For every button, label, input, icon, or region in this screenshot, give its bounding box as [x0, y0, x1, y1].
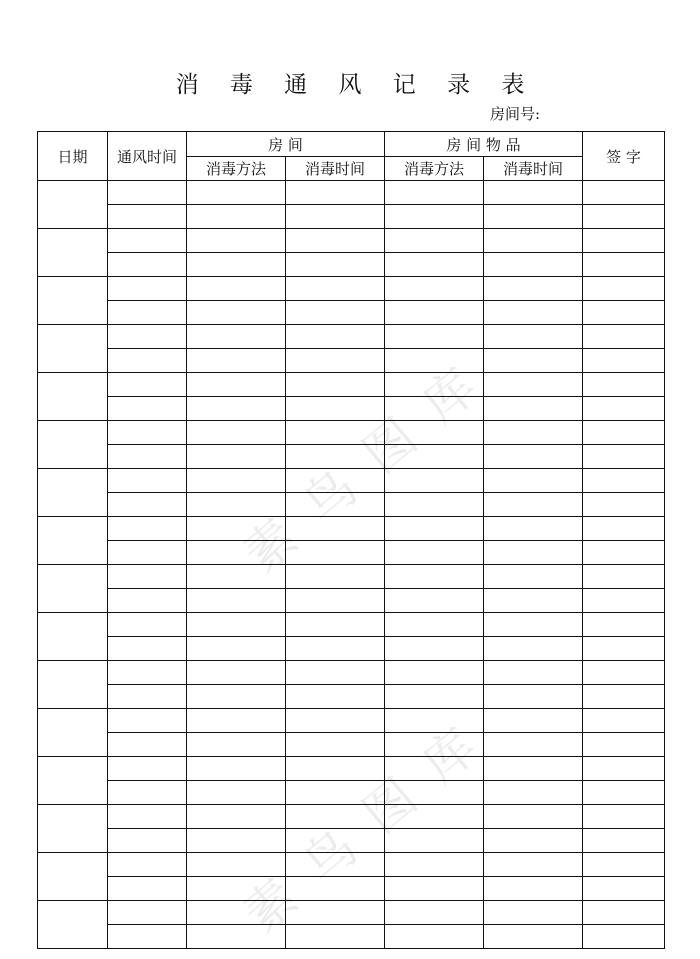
ventilation-time-cell[interactable] — [108, 277, 187, 301]
table-row — [38, 181, 665, 205]
signature-cell[interactable] — [583, 661, 665, 685]
items-method-cell[interactable] — [385, 613, 484, 637]
items-time-cell[interactable] — [484, 181, 583, 205]
room-time-cell[interactable] — [286, 349, 385, 373]
watermark: 素 鸟 图 库 — [232, 353, 493, 585]
date-cell[interactable] — [38, 229, 108, 277]
table-row — [38, 901, 665, 925]
items-time-cell[interactable] — [484, 469, 583, 493]
ventilation-time-cell[interactable] — [108, 829, 187, 853]
ventilation-time-cell[interactable] — [108, 805, 187, 829]
table-row — [38, 469, 665, 493]
ventilation-time-cell[interactable] — [108, 445, 187, 469]
items-method-cell[interactable] — [385, 853, 484, 877]
table-row — [38, 277, 665, 301]
table-row — [38, 373, 665, 397]
signature-cell[interactable] — [583, 565, 665, 589]
room-time-cell[interactable] — [286, 253, 385, 277]
signature-cell[interactable] — [583, 205, 665, 229]
date-cell[interactable] — [38, 565, 108, 613]
items-method-cell[interactable] — [385, 733, 484, 757]
room-number-label: 房间号: — [490, 105, 541, 123]
signature-cell[interactable] — [583, 445, 665, 469]
room-time-cell[interactable] — [286, 229, 385, 253]
room-time-cell[interactable] — [286, 829, 385, 853]
ventilation-time-cell[interactable] — [108, 349, 187, 373]
signature-cell[interactable] — [583, 541, 665, 565]
items-method-cell[interactable] — [385, 445, 484, 469]
date-cell[interactable] — [38, 901, 108, 949]
signature-cell[interactable] — [583, 709, 665, 733]
items-method-cell[interactable] — [385, 637, 484, 661]
room-method-cell[interactable] — [187, 613, 286, 637]
signature-cell[interactable] — [583, 277, 665, 301]
signature-cell[interactable] — [583, 253, 665, 277]
table-row — [38, 877, 665, 901]
room-method-cell[interactable] — [187, 325, 286, 349]
header-ventilation-time: 通风时间 — [108, 132, 187, 181]
items-method-cell[interactable] — [385, 925, 484, 949]
items-time-cell[interactable] — [484, 805, 583, 829]
ventilation-time-cell[interactable] — [108, 205, 187, 229]
table-row — [38, 685, 665, 709]
date-cell[interactable] — [38, 853, 108, 901]
ventilation-time-cell[interactable] — [108, 661, 187, 685]
room-method-cell[interactable] — [187, 709, 286, 733]
signature-cell[interactable] — [583, 421, 665, 445]
room-time-cell[interactable] — [286, 517, 385, 541]
ventilation-time-cell[interactable] — [108, 637, 187, 661]
items-method-cell[interactable] — [385, 901, 484, 925]
items-time-cell[interactable] — [484, 709, 583, 733]
signature-cell[interactable] — [583, 901, 665, 925]
room-time-cell[interactable] — [286, 493, 385, 517]
ventilation-time-cell[interactable] — [108, 373, 187, 397]
room-method-cell[interactable] — [187, 469, 286, 493]
date-cell[interactable] — [38, 325, 108, 373]
room-time-cell[interactable] — [286, 805, 385, 829]
header-room: 房 间 — [187, 132, 385, 157]
date-cell[interactable] — [38, 181, 108, 229]
items-time-cell[interactable] — [484, 877, 583, 901]
items-method-cell[interactable] — [385, 781, 484, 805]
signature-cell[interactable] — [583, 805, 665, 829]
header-items-method: 消毒方法 — [385, 157, 484, 181]
items-time-cell[interactable] — [484, 349, 583, 373]
items-time-cell[interactable] — [484, 253, 583, 277]
room-time-cell[interactable] — [286, 373, 385, 397]
room-method-cell[interactable] — [187, 757, 286, 781]
items-method-cell[interactable] — [385, 205, 484, 229]
items-time-cell[interactable] — [484, 205, 583, 229]
room-method-cell[interactable] — [187, 301, 286, 325]
table-row — [38, 493, 665, 517]
signature-cell[interactable] — [583, 613, 665, 637]
items-time-cell[interactable] — [484, 517, 583, 541]
room-time-cell[interactable] — [286, 901, 385, 925]
room-time-cell[interactable] — [286, 397, 385, 421]
items-time-cell[interactable] — [484, 493, 583, 517]
signature-cell[interactable] — [583, 493, 665, 517]
room-time-cell[interactable] — [286, 565, 385, 589]
room-method-cell[interactable] — [187, 877, 286, 901]
room-time-cell[interactable] — [286, 757, 385, 781]
ventilation-time-cell[interactable] — [108, 421, 187, 445]
log-body — [38, 181, 665, 949]
table-row — [38, 637, 665, 661]
signature-cell[interactable] — [583, 781, 665, 805]
ventilation-time-cell[interactable] — [108, 709, 187, 733]
table-row — [38, 661, 665, 685]
room-time-cell[interactable] — [286, 445, 385, 469]
ventilation-time-cell[interactable] — [108, 565, 187, 589]
ventilation-time-cell[interactable] — [108, 877, 187, 901]
table-row — [38, 205, 665, 229]
table-row — [38, 829, 665, 853]
signature-cell[interactable] — [583, 853, 665, 877]
items-method-cell[interactable] — [385, 373, 484, 397]
signature-cell[interactable] — [583, 589, 665, 613]
room-method-cell[interactable] — [187, 685, 286, 709]
items-time-cell[interactable] — [484, 661, 583, 685]
ventilation-time-cell[interactable] — [108, 541, 187, 565]
room-method-cell[interactable] — [187, 517, 286, 541]
room-method-cell[interactable] — [187, 445, 286, 469]
room-time-cell[interactable] — [286, 541, 385, 565]
items-method-cell[interactable] — [385, 229, 484, 253]
items-time-cell[interactable] — [484, 565, 583, 589]
items-time-cell[interactable] — [484, 301, 583, 325]
signature-cell[interactable] — [583, 397, 665, 421]
room-method-cell[interactable] — [187, 181, 286, 205]
room-method-cell[interactable] — [187, 637, 286, 661]
items-method-cell[interactable] — [385, 181, 484, 205]
items-method-cell[interactable] — [385, 253, 484, 277]
items-method-cell[interactable] — [385, 829, 484, 853]
header-date: 日期 — [38, 132, 108, 181]
room-time-cell[interactable] — [286, 301, 385, 325]
room-method-cell[interactable] — [187, 397, 286, 421]
room-time-cell[interactable] — [286, 685, 385, 709]
ventilation-time-cell[interactable] — [108, 781, 187, 805]
items-time-cell[interactable] — [484, 925, 583, 949]
table-row — [38, 325, 665, 349]
room-time-cell[interactable] — [286, 613, 385, 637]
items-method-cell[interactable] — [385, 397, 484, 421]
table-row — [38, 805, 665, 829]
header-signature: 签 字 — [583, 132, 665, 181]
room-method-cell[interactable] — [187, 589, 286, 613]
ventilation-time-cell[interactable] — [108, 853, 187, 877]
signature-cell[interactable] — [583, 301, 665, 325]
room-method-cell[interactable] — [187, 925, 286, 949]
table-row — [38, 709, 665, 733]
room-time-cell[interactable] — [286, 469, 385, 493]
table-row — [38, 589, 665, 613]
ventilation-time-cell[interactable] — [108, 901, 187, 925]
ventilation-log-table — [37, 131, 665, 949]
table-row — [38, 253, 665, 277]
items-time-cell[interactable] — [484, 829, 583, 853]
ventilation-time-cell[interactable] — [108, 925, 187, 949]
items-time-cell[interactable] — [484, 229, 583, 253]
date-cell[interactable] — [38, 421, 108, 469]
items-time-cell[interactable] — [484, 445, 583, 469]
signature-cell[interactable] — [583, 325, 665, 349]
items-method-cell[interactable] — [385, 493, 484, 517]
room-time-cell[interactable] — [286, 181, 385, 205]
table-row — [38, 397, 665, 421]
room-time-cell[interactable] — [286, 205, 385, 229]
ventilation-time-cell[interactable] — [108, 733, 187, 757]
signature-cell[interactable] — [583, 181, 665, 205]
items-method-cell[interactable] — [385, 661, 484, 685]
ventilation-time-cell[interactable] — [108, 493, 187, 517]
date-cell[interactable] — [38, 469, 108, 517]
signature-cell[interactable] — [583, 925, 665, 949]
room-time-cell[interactable] — [286, 853, 385, 877]
items-time-cell[interactable] — [484, 733, 583, 757]
items-method-cell[interactable] — [385, 709, 484, 733]
ventilation-time-cell[interactable] — [108, 517, 187, 541]
items-method-cell[interactable] — [385, 565, 484, 589]
header-room-items: 房 间 物 品 — [385, 132, 583, 157]
signature-cell[interactable] — [583, 373, 665, 397]
signature-cell[interactable] — [583, 757, 665, 781]
ventilation-time-cell[interactable] — [108, 469, 187, 493]
items-method-cell[interactable] — [385, 301, 484, 325]
room-method-cell[interactable] — [187, 253, 286, 277]
ventilation-time-cell[interactable] — [108, 757, 187, 781]
date-cell[interactable] — [38, 373, 108, 421]
room-method-cell[interactable] — [187, 661, 286, 685]
table-row — [38, 541, 665, 565]
items-method-cell[interactable] — [385, 805, 484, 829]
items-time-cell[interactable] — [484, 613, 583, 637]
ventilation-time-cell[interactable] — [108, 589, 187, 613]
items-time-cell[interactable] — [484, 781, 583, 805]
room-time-cell[interactable] — [286, 733, 385, 757]
items-method-cell[interactable] — [385, 757, 484, 781]
items-time-cell[interactable] — [484, 637, 583, 661]
signature-cell[interactable] — [583, 349, 665, 373]
table-row — [38, 517, 665, 541]
header-room-method: 消毒方法 — [187, 157, 286, 181]
ventilation-time-cell[interactable] — [108, 181, 187, 205]
room-method-cell[interactable] — [187, 781, 286, 805]
room-method-cell[interactable] — [187, 229, 286, 253]
room-method-cell[interactable] — [187, 829, 286, 853]
room-method-cell[interactable] — [187, 853, 286, 877]
room-time-cell[interactable] — [286, 781, 385, 805]
page-title: 消 毒 通 风 记 录 表 — [175, 72, 537, 98]
items-time-cell[interactable] — [484, 325, 583, 349]
items-time-cell[interactable] — [484, 373, 583, 397]
signature-cell[interactable] — [583, 637, 665, 661]
table-row — [38, 613, 665, 637]
table-row — [38, 565, 665, 589]
room-method-cell[interactable] — [187, 493, 286, 517]
room-time-cell[interactable] — [286, 709, 385, 733]
ventilation-time-cell[interactable] — [108, 301, 187, 325]
items-method-cell[interactable] — [385, 325, 484, 349]
ventilation-time-cell[interactable] — [108, 253, 187, 277]
items-method-cell[interactable] — [385, 541, 484, 565]
items-method-cell[interactable] — [385, 517, 484, 541]
room-time-cell[interactable] — [286, 277, 385, 301]
room-method-cell[interactable] — [187, 373, 286, 397]
signature-cell[interactable] — [583, 829, 665, 853]
items-time-cell[interactable] — [484, 757, 583, 781]
table-row — [38, 229, 665, 253]
date-cell[interactable] — [38, 709, 108, 757]
ventilation-time-cell[interactable] — [108, 325, 187, 349]
items-time-cell[interactable] — [484, 685, 583, 709]
items-time-cell[interactable] — [484, 421, 583, 445]
room-method-cell[interactable] — [187, 565, 286, 589]
items-method-cell[interactable] — [385, 277, 484, 301]
table-row — [38, 781, 665, 805]
signature-cell[interactable] — [583, 229, 665, 253]
ventilation-time-cell[interactable] — [108, 613, 187, 637]
room-time-cell[interactable] — [286, 325, 385, 349]
items-method-cell[interactable] — [385, 877, 484, 901]
date-cell[interactable] — [38, 613, 108, 661]
room-time-cell[interactable] — [286, 925, 385, 949]
room-method-cell[interactable] — [187, 901, 286, 925]
signature-cell[interactable] — [583, 517, 665, 541]
room-method-cell[interactable] — [187, 205, 286, 229]
date-cell[interactable] — [38, 661, 108, 709]
room-method-cell[interactable] — [187, 421, 286, 445]
room-method-cell[interactable] — [187, 541, 286, 565]
room-time-cell[interactable] — [286, 589, 385, 613]
items-method-cell[interactable] — [385, 685, 484, 709]
table-row — [38, 445, 665, 469]
ventilation-time-cell[interactable] — [108, 397, 187, 421]
watermark: 素 鸟 图 库 — [232, 713, 493, 945]
table-row — [38, 925, 665, 949]
table-row — [38, 853, 665, 877]
room-method-cell[interactable] — [187, 349, 286, 373]
table-row — [38, 733, 665, 757]
room-method-cell[interactable] — [187, 733, 286, 757]
items-method-cell[interactable] — [385, 469, 484, 493]
room-method-cell[interactable] — [187, 805, 286, 829]
table-row — [38, 757, 665, 781]
room-time-cell[interactable] — [286, 877, 385, 901]
signature-cell[interactable] — [583, 685, 665, 709]
items-time-cell[interactable] — [484, 397, 583, 421]
items-time-cell[interactable] — [484, 589, 583, 613]
room-time-cell[interactable] — [286, 661, 385, 685]
ventilation-time-cell[interactable] — [108, 685, 187, 709]
table-row — [38, 421, 665, 445]
signature-cell[interactable] — [583, 733, 665, 757]
signature-cell[interactable] — [583, 469, 665, 493]
items-time-cell[interactable] — [484, 901, 583, 925]
items-method-cell[interactable] — [385, 589, 484, 613]
table-row — [38, 301, 665, 325]
room-time-cell[interactable] — [286, 421, 385, 445]
date-cell[interactable] — [38, 757, 108, 805]
items-time-cell[interactable] — [484, 541, 583, 565]
room-method-cell[interactable] — [187, 277, 286, 301]
items-method-cell[interactable] — [385, 421, 484, 445]
room-time-cell[interactable] — [286, 637, 385, 661]
items-time-cell[interactable] — [484, 853, 583, 877]
items-time-cell[interactable] — [484, 277, 583, 301]
date-cell[interactable] — [38, 517, 108, 565]
ventilation-time-cell[interactable] — [108, 229, 187, 253]
date-cell[interactable] — [38, 277, 108, 325]
header-items-time: 消毒时间 — [484, 157, 583, 181]
header-room-time: 消毒时间 — [286, 157, 385, 181]
signature-cell[interactable] — [583, 877, 665, 901]
table-row — [38, 349, 665, 373]
date-cell[interactable] — [38, 805, 108, 853]
items-method-cell[interactable] — [385, 349, 484, 373]
